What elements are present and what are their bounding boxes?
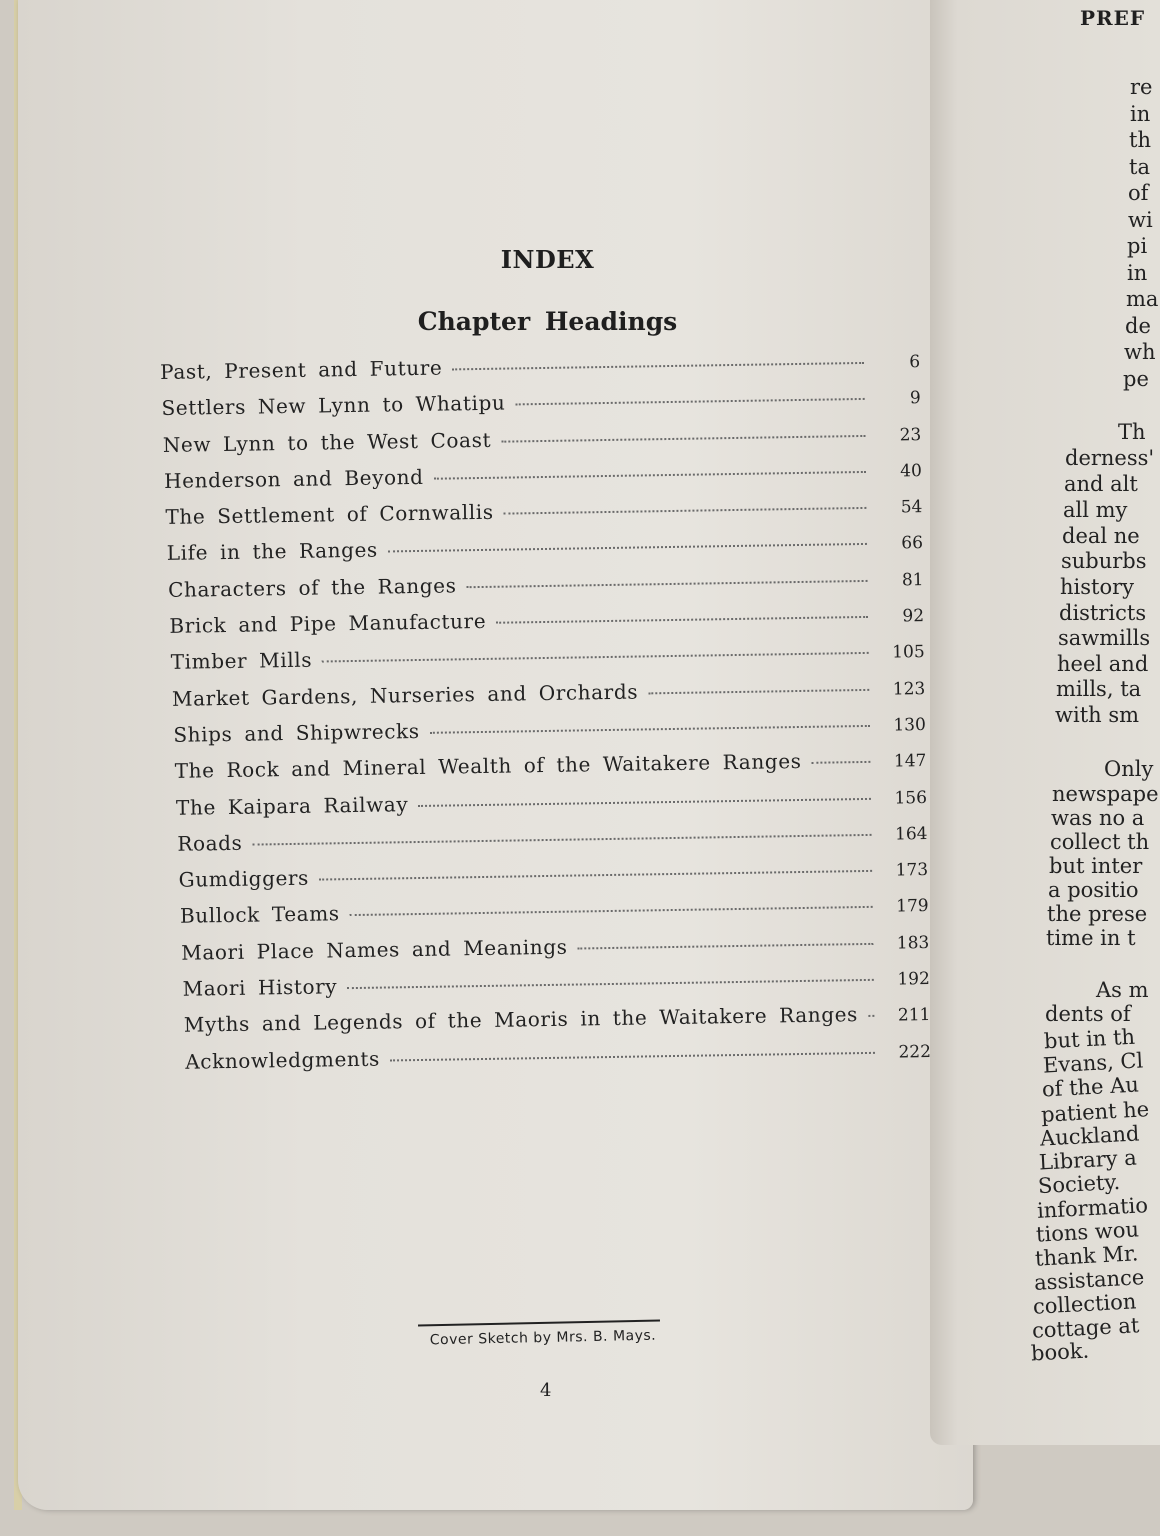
toc-entry-title: Myths and Legends of the Maoris in the Waitakere Ranges — [183, 1002, 859, 1038]
toc-entry-title: Characters of the Ranges — [167, 573, 457, 602]
preface-line: in — [1127, 261, 1148, 285]
toc-entry-page: 6 — [909, 352, 921, 373]
toc-leader-dots — [350, 905, 873, 916]
preface-line: Auckland — [1039, 1121, 1140, 1151]
toc-entry-title: Life in the Ranges — [166, 538, 378, 566]
toc-entry-page: 222 — [898, 1041, 932, 1063]
toc-leader-dots — [868, 1014, 874, 1017]
toc-entry-page: 164 — [894, 823, 928, 845]
preface-line: mills, ta — [1056, 677, 1142, 701]
preface-line: heel and — [1057, 652, 1149, 676]
preface-line: pi — [1127, 234, 1148, 258]
toc-entry-title: The Settlement of Cornwallis — [165, 499, 494, 530]
preface-line: cottage at — [1031, 1313, 1140, 1343]
preface-line: collect th — [1050, 830, 1150, 854]
toc-leader-dots — [252, 833, 871, 846]
toc-entry-title: Bullock Teams — [179, 901, 340, 929]
toc-entry-title: Roads — [177, 830, 243, 856]
toc-entry-page: 123 — [892, 678, 926, 700]
toc-leader-dots — [430, 724, 870, 734]
index-title: INDEX — [500, 245, 595, 274]
toc-entry-title: Acknowledgments — [185, 1046, 381, 1074]
preface-line: Only — [1104, 757, 1154, 781]
cover-credit: Cover Sketch by Mrs. B. Mays. — [429, 1327, 657, 1349]
preface-line: sawmills — [1058, 626, 1151, 650]
toc-entry-title: The Rock and Mineral Wealth of the Waitakere Ranges — [174, 749, 802, 784]
preface-line: wi — [1128, 208, 1153, 232]
preface-line: dents of — [1045, 1002, 1131, 1026]
preface-line: book. — [1030, 1338, 1090, 1366]
preface-line: collection — [1032, 1289, 1137, 1319]
preface-line: newspape — [1052, 782, 1159, 806]
toc-leader-dots — [504, 506, 867, 515]
preface-line: but in th — [1043, 1024, 1136, 1054]
toc-leader-dots — [388, 542, 867, 553]
preface-line: th — [1129, 128, 1151, 152]
toc-entry-page: 23 — [899, 424, 922, 445]
preface-line: ta — [1129, 155, 1150, 179]
preface-line: suburbs — [1061, 549, 1147, 573]
preface-line: informatio — [1036, 1193, 1149, 1223]
preface-line: but inter — [1049, 854, 1143, 878]
toc-leader-dots — [452, 361, 864, 370]
toc-leader-dots — [648, 688, 869, 694]
toc-entry-page: 130 — [893, 714, 926, 736]
preface-line: de — [1125, 314, 1151, 338]
preface-line: districts — [1059, 601, 1147, 625]
toc-entry-page: 9 — [909, 388, 921, 409]
preface-line: patient he — [1040, 1097, 1150, 1127]
toc-leader-dots — [418, 796, 871, 806]
preface-line: As m — [1096, 978, 1149, 1002]
preface-title: PREF — [1080, 6, 1146, 30]
toc-leader-dots — [466, 579, 867, 588]
toc-leader-dots — [390, 1050, 875, 1061]
preface-line: Th — [1118, 420, 1146, 444]
preface-line: pe — [1123, 367, 1149, 391]
toc-entry-title: Market Gardens, Nurseries and Orchards — [171, 679, 639, 711]
preface-line: thank Mr. — [1034, 1241, 1139, 1271]
toc-leader-dots — [515, 397, 864, 405]
toc-leader-dots — [322, 651, 869, 663]
toc-leader-dots — [812, 760, 871, 764]
toc-entry-page: 179 — [896, 896, 929, 917]
preface-line: of — [1128, 181, 1149, 205]
toc-entry-title: New Lynn to the West Coast — [162, 427, 492, 457]
preface-line: the prese — [1047, 902, 1148, 926]
toc-entry-title: Henderson and Beyond — [163, 464, 424, 493]
toc-entry-page: 40 — [900, 460, 922, 482]
toc-leader-dots — [496, 615, 868, 624]
toc-entry-page: 192 — [897, 969, 930, 990]
preface-line: Library a — [1038, 1145, 1138, 1175]
toc-entry-title: Past, Present and Future — [160, 355, 443, 384]
preface-line: with sm — [1055, 703, 1140, 727]
preface-line: a positio — [1048, 878, 1139, 902]
preface-line: ma — [1126, 287, 1159, 311]
preface-line: derness' — [1065, 446, 1155, 470]
toc-entry-page: 147 — [893, 751, 927, 772]
toc-leader-dots — [319, 869, 872, 881]
toc-entry-title: Timber Mills — [170, 648, 313, 675]
toc-entry-page: 211 — [897, 1005, 931, 1026]
toc-entry-title: Maori Place Names and Meanings — [181, 934, 568, 965]
preface-line: assistance — [1033, 1265, 1145, 1295]
toc-leader-dots — [501, 434, 865, 443]
preface-line: wh — [1124, 340, 1156, 364]
toc-entry-title: Gumdiggers — [178, 865, 310, 892]
page-number: 4 — [540, 1380, 552, 1401]
preface-line: and alt — [1064, 472, 1138, 496]
toc-entry-page: 92 — [902, 606, 925, 627]
table-of-contents — [160, 348, 931, 1086]
preface-line: in — [1130, 102, 1151, 126]
toc-entry-page: 183 — [896, 932, 930, 954]
preface-line: deal ne — [1062, 524, 1140, 548]
preface-line: history — [1060, 575, 1135, 599]
toc-entry-page: 173 — [895, 860, 929, 881]
preface-line: all my — [1063, 498, 1128, 522]
toc-entry-page: 81 — [901, 569, 924, 591]
toc-entry-page: 66 — [901, 533, 924, 554]
preface-line: time in t — [1046, 926, 1136, 950]
toc-entry-title: Settlers New Lynn to Whatipu — [161, 390, 506, 421]
preface-line: Evans, Cl — [1042, 1048, 1144, 1078]
preface-line: re — [1130, 75, 1153, 99]
toc-leader-dots — [434, 470, 866, 480]
toc-entry-page: 105 — [892, 642, 925, 663]
preface-line: Society. — [1037, 1169, 1121, 1199]
toc-entry-title: Brick and Pipe Manufacture — [169, 608, 487, 638]
toc-entry-title: Ships and Shipwrecks — [173, 718, 420, 747]
preface-line: was no a — [1051, 806, 1145, 830]
toc-entry-title: The Kaipara Railway — [175, 791, 409, 820]
toc-entry-page: 156 — [894, 787, 928, 809]
toc-leader-dots — [577, 942, 873, 950]
chapter-headings-title: Chapter Headings — [417, 307, 678, 336]
toc-entry-page: 54 — [900, 497, 923, 518]
preface-line: of the Au — [1041, 1072, 1140, 1102]
preface-line: tions wou — [1035, 1217, 1140, 1247]
toc-leader-dots — [347, 978, 874, 989]
toc-entry-title: Maori History — [182, 974, 338, 1001]
